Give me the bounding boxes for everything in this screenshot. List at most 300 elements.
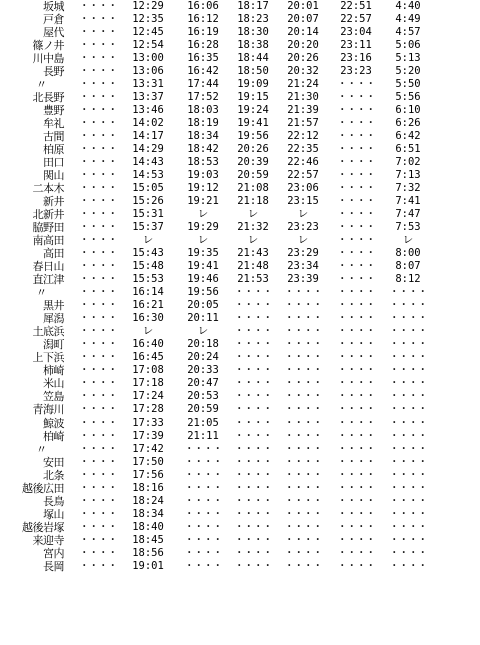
time-cell: 20:47	[187, 377, 219, 390]
time-cell: ・・・・	[234, 286, 272, 299]
time-cell: 21:18	[237, 195, 269, 208]
time-cell: ・・・・	[389, 312, 427, 325]
time-cell: ・・・・	[389, 455, 427, 468]
time-cell: ・・・・	[234, 377, 272, 390]
continuation-mark: 〃	[36, 78, 47, 92]
time-cell: ・・・・	[337, 338, 375, 351]
time-cell: 20:07	[287, 13, 319, 26]
time-cell: 20:14	[287, 26, 319, 39]
station-name: 安田	[43, 455, 64, 469]
time-cell: ・・・・	[79, 156, 117, 169]
timetable-row	[0, 377, 480, 390]
timetable-row	[0, 364, 480, 377]
time-cell: ・・・・	[79, 481, 117, 494]
station-name: 坂城	[43, 0, 64, 13]
time-cell: 17:08	[132, 364, 164, 377]
time-cell: レ	[142, 325, 154, 338]
timetable-row	[0, 78, 480, 91]
station-name: 上下浜	[32, 351, 64, 365]
timetable-row	[0, 221, 480, 234]
time-cell: 22:35	[287, 143, 319, 156]
time-cell: 6:10	[395, 104, 421, 117]
time-cell: 19:56	[237, 130, 269, 143]
time-cell: 17:56	[132, 468, 164, 481]
time-cell: 16:21	[132, 299, 164, 312]
time-cell: ・・・・	[234, 533, 272, 546]
station-name: 関山	[43, 169, 64, 183]
station-name: 柏原	[43, 143, 64, 157]
station-name: 豊野	[43, 104, 64, 118]
time-cell: ・・・・	[337, 130, 375, 143]
time-cell: ・・・・	[79, 455, 117, 468]
time-cell: ・・・・	[337, 416, 375, 429]
time-cell: ・・・・	[389, 351, 427, 364]
time-cell: 16:40	[132, 338, 164, 351]
time-cell: 19:56	[187, 286, 219, 299]
time-cell: ・・・・	[284, 559, 322, 572]
time-cell: ・・・・	[79, 26, 117, 39]
station-name: 篠ノ井	[32, 39, 64, 53]
time-cell: ・・・・	[389, 507, 427, 520]
timetable-row	[0, 273, 480, 286]
time-cell: ・・・・	[389, 403, 427, 416]
time-cell: ・・・・	[389, 390, 427, 403]
time-cell: 12:54	[132, 39, 164, 52]
timetable-row	[0, 325, 480, 338]
time-cell: レ	[247, 234, 259, 247]
time-cell: ・・・・	[337, 234, 375, 247]
time-cell: 23:04	[340, 26, 372, 39]
time-cell: ・・・・	[79, 117, 117, 130]
time-cell: 15:37	[132, 221, 164, 234]
time-cell: ・・・・	[184, 559, 222, 572]
time-cell: ・・・・	[284, 325, 322, 338]
time-cell: 6:26	[395, 117, 421, 130]
station-name: 柏崎	[43, 429, 64, 443]
time-cell: 15:43	[132, 247, 164, 260]
timetable-row	[0, 13, 480, 26]
time-cell: ・・・・	[284, 390, 322, 403]
timetable-row	[0, 247, 480, 260]
time-cell: ・・・・	[337, 325, 375, 338]
time-cell: ・・・・	[337, 156, 375, 169]
time-cell: ・・・・	[79, 234, 117, 247]
timetable-row	[0, 104, 480, 117]
time-cell: 18:17	[237, 0, 269, 12]
timetable-row	[0, 156, 480, 169]
time-cell: ・・・・	[79, 546, 117, 559]
time-cell: 20:33	[187, 364, 219, 377]
time-cell: ・・・・	[337, 260, 375, 273]
time-cell: 20:11	[187, 312, 219, 325]
time-cell: ・・・・	[337, 494, 375, 507]
time-cell: ・・・・	[184, 546, 222, 559]
time-cell: 23:16	[340, 52, 372, 65]
station-name: 犀潟	[43, 312, 64, 326]
time-cell: 13:06	[132, 65, 164, 78]
time-cell: 19:46	[187, 273, 219, 286]
time-cell: 22:57	[340, 13, 372, 26]
time-cell: 20:53	[187, 390, 219, 403]
timetable-row	[0, 234, 480, 247]
time-cell: ・・・・	[234, 416, 272, 429]
time-cell: 16:06	[187, 0, 219, 12]
time-cell: ・・・・	[79, 442, 117, 455]
time-cell: 18:38	[237, 39, 269, 52]
time-cell: ・・・・	[337, 403, 375, 416]
time-cell: 23:29	[287, 247, 319, 260]
time-cell: 20:24	[187, 351, 219, 364]
time-cell: 14:17	[132, 130, 164, 143]
time-cell: 7:02	[395, 156, 421, 169]
time-cell: 17:42	[132, 442, 164, 455]
station-name: 長鳥	[43, 494, 64, 508]
time-cell: ・・・・	[389, 377, 427, 390]
timetable-row	[0, 195, 480, 208]
time-cell: ・・・・	[79, 13, 117, 26]
time-cell: ・・・・	[284, 442, 322, 455]
time-cell: 4:49	[395, 13, 421, 26]
station-name: 塚山	[43, 507, 64, 521]
time-cell: 8:00	[395, 247, 421, 260]
time-cell: 19:01	[132, 559, 164, 572]
time-cell: 12:29	[132, 0, 164, 12]
time-cell: 20:01	[287, 0, 319, 12]
station-name: 土底浜	[32, 325, 64, 339]
time-cell: ・・・・	[284, 312, 322, 325]
time-cell: ・・・・	[79, 65, 117, 78]
time-cell: 13:46	[132, 104, 164, 117]
time-cell: ・・・・	[79, 377, 117, 390]
time-cell: 21:05	[187, 416, 219, 429]
timetable-row	[0, 456, 480, 469]
time-cell: ・・・・	[389, 429, 427, 442]
station-name: 二本木	[32, 182, 64, 196]
time-cell: 18:53	[187, 156, 219, 169]
timetable-row	[0, 312, 480, 325]
time-cell: ・・・・	[79, 494, 117, 507]
station-name: 新井	[43, 195, 64, 209]
time-cell: 18:42	[187, 143, 219, 156]
time-cell: ・・・・	[234, 507, 272, 520]
station-name: 柿崎	[43, 364, 64, 378]
time-cell: 19:21	[187, 195, 219, 208]
time-cell: ・・・・	[79, 364, 117, 377]
timetable-row	[0, 130, 480, 143]
time-cell: ・・・・	[234, 494, 272, 507]
time-cell: ・・・・	[79, 416, 117, 429]
time-cell: 4:57	[395, 26, 421, 39]
station-name: 越後岩塚	[22, 520, 64, 534]
station-name: 田口	[43, 156, 64, 170]
timetable-row	[0, 39, 480, 52]
time-cell: 6:51	[395, 143, 421, 156]
time-cell: 7:13	[395, 169, 421, 182]
timetable-row	[0, 521, 480, 534]
time-cell: 18:56	[132, 546, 164, 559]
time-cell: ・・・・	[284, 416, 322, 429]
timetable-row	[0, 117, 480, 130]
time-cell: ・・・・	[389, 442, 427, 455]
station-name: 屋代	[43, 26, 64, 40]
time-cell: ・・・・	[284, 533, 322, 546]
time-cell: 16:45	[132, 351, 164, 364]
time-cell: ・・・・	[284, 468, 322, 481]
time-cell: 19:03	[187, 169, 219, 182]
time-cell: ・・・・	[79, 312, 117, 325]
time-cell: ・・・・	[389, 416, 427, 429]
time-cell: 17:28	[132, 403, 164, 416]
time-cell: 23:23	[287, 221, 319, 234]
time-cell: ・・・・	[79, 351, 117, 364]
time-cell: 5:50	[395, 78, 421, 91]
time-cell: 18:45	[132, 533, 164, 546]
time-cell: ・・・・	[337, 546, 375, 559]
time-cell: 19:29	[187, 221, 219, 234]
time-cell: レ	[297, 234, 309, 247]
time-cell: ・・・・	[337, 247, 375, 260]
time-cell: 22:51	[340, 0, 372, 12]
time-cell: ・・・・	[79, 208, 117, 221]
time-cell: 16:35	[187, 52, 219, 65]
time-cell: 16:14	[132, 286, 164, 299]
time-cell: 13:31	[132, 78, 164, 91]
time-cell: 18:30	[237, 26, 269, 39]
time-cell: 18:34	[187, 130, 219, 143]
time-cell: ・・・・	[79, 507, 117, 520]
time-cell: ・・・・	[234, 325, 272, 338]
time-cell: 22:46	[287, 156, 319, 169]
time-cell: ・・・・	[234, 403, 272, 416]
time-cell: ・・・・	[284, 429, 322, 442]
timetable-row	[0, 560, 480, 573]
time-cell: ・・・・	[389, 325, 427, 338]
time-cell: ・・・・	[79, 52, 117, 65]
time-cell: 15:05	[132, 182, 164, 195]
time-cell: ・・・・	[184, 481, 222, 494]
time-cell: 17:18	[132, 377, 164, 390]
time-cell: 20:39	[237, 156, 269, 169]
time-cell: ・・・・	[79, 533, 117, 546]
time-cell: 21:57	[287, 117, 319, 130]
timetable-row	[0, 182, 480, 195]
time-cell: 21:53	[237, 273, 269, 286]
time-cell: ・・・・	[284, 299, 322, 312]
timetable-row	[0, 286, 480, 299]
timetable-row	[0, 482, 480, 495]
time-cell: 18:19	[187, 117, 219, 130]
time-cell: ・・・・	[284, 481, 322, 494]
time-cell: ・・・・	[184, 533, 222, 546]
time-cell: ・・・・	[337, 377, 375, 390]
time-cell: 15:48	[132, 260, 164, 273]
time-cell: ・・・・	[337, 390, 375, 403]
time-cell: ・・・・	[337, 351, 375, 364]
time-cell: 7:32	[395, 182, 421, 195]
time-cell: ・・・・	[234, 481, 272, 494]
station-name: 川中島	[32, 52, 64, 66]
time-cell: ・・・・	[337, 286, 375, 299]
time-cell: ・・・・	[79, 273, 117, 286]
time-cell: ・・・・	[337, 117, 375, 130]
station-name: 青海川	[32, 403, 64, 417]
timetable-row	[0, 91, 480, 104]
time-cell: 18:16	[132, 481, 164, 494]
time-cell: ・・・・	[337, 559, 375, 572]
time-cell: 18:40	[132, 520, 164, 533]
time-cell: 17:24	[132, 390, 164, 403]
time-cell: 21:08	[237, 182, 269, 195]
station-name: 宮内	[43, 546, 64, 560]
time-cell: ・・・・	[284, 507, 322, 520]
time-cell: 16:42	[187, 65, 219, 78]
time-cell: ・・・・	[234, 468, 272, 481]
time-cell: ・・・・	[79, 143, 117, 156]
station-name: 春日山	[32, 260, 64, 274]
time-cell: 20:59	[187, 403, 219, 416]
time-cell: ・・・・	[389, 364, 427, 377]
time-cell: 19:12	[187, 182, 219, 195]
time-cell: ・・・・	[337, 312, 375, 325]
timetable-row	[0, 443, 480, 456]
timetable-row	[0, 143, 480, 156]
time-cell: 17:52	[187, 91, 219, 104]
timetable-row	[0, 469, 480, 482]
time-cell: 16:30	[132, 312, 164, 325]
station-name: 戸倉	[43, 13, 64, 27]
time-cell: ・・・・	[79, 169, 117, 182]
time-cell: 19:15	[237, 91, 269, 104]
time-cell: 7:47	[395, 208, 421, 221]
time-cell: ・・・・	[337, 104, 375, 117]
time-cell: ・・・・	[234, 559, 272, 572]
time-cell: ・・・・	[284, 546, 322, 559]
time-cell: ・・・・	[389, 546, 427, 559]
time-cell: 23:06	[287, 182, 319, 195]
time-cell: 21:39	[287, 104, 319, 117]
time-cell: ・・・・	[337, 169, 375, 182]
time-cell: ・・・・	[337, 442, 375, 455]
time-cell: ・・・・	[184, 494, 222, 507]
time-cell: 13:00	[132, 52, 164, 65]
station-name: 牟礼	[43, 117, 64, 131]
timetable-row	[0, 390, 480, 403]
time-cell: ・・・・	[337, 273, 375, 286]
time-cell: ・・・・	[79, 299, 117, 312]
time-cell: 14:53	[132, 169, 164, 182]
time-cell: ・・・・	[284, 286, 322, 299]
time-cell: ・・・・	[79, 221, 117, 234]
time-cell: ・・・・	[337, 221, 375, 234]
time-cell: ・・・・	[234, 390, 272, 403]
time-cell: ・・・・	[337, 299, 375, 312]
time-cell: 19:24	[237, 104, 269, 117]
time-cell: 7:53	[395, 221, 421, 234]
timetable-row	[0, 299, 480, 312]
station-name: 来迎寺	[32, 533, 64, 547]
timetable-row	[0, 534, 480, 547]
time-cell: 21:48	[237, 260, 269, 273]
time-cell: 17:50	[132, 455, 164, 468]
time-cell: ・・・・	[234, 351, 272, 364]
time-cell: ・・・・	[389, 494, 427, 507]
station-name: 黒井	[43, 299, 64, 313]
station-name: 長野	[43, 65, 64, 79]
timetable-row	[0, 52, 480, 65]
time-cell: ・・・・	[184, 507, 222, 520]
time-cell: ・・・・	[284, 377, 322, 390]
timetable-row	[0, 26, 480, 39]
time-cell: ・・・・	[337, 182, 375, 195]
time-cell: ・・・・	[337, 520, 375, 533]
time-cell: ・・・・	[284, 364, 322, 377]
time-cell: 17:44	[187, 78, 219, 91]
station-name: 長岡	[43, 559, 64, 573]
time-cell: ・・・・	[284, 351, 322, 364]
time-cell: ・・・・	[337, 195, 375, 208]
time-cell: ・・・・	[389, 338, 427, 351]
continuation-mark: 〃	[36, 286, 47, 300]
time-cell: 4:40	[395, 0, 421, 12]
time-cell: ・・・・	[234, 364, 272, 377]
time-cell: 20:20	[287, 39, 319, 52]
time-cell: レ	[197, 325, 209, 338]
time-cell: ・・・・	[337, 455, 375, 468]
time-cell: ・・・・	[79, 325, 117, 338]
time-cell: ・・・・	[234, 520, 272, 533]
station-name: 北新井	[32, 208, 64, 222]
time-cell: ・・・・	[79, 182, 117, 195]
time-cell: ・・・・	[337, 364, 375, 377]
time-cell: 23:11	[340, 39, 372, 52]
time-cell: レ	[402, 234, 414, 247]
time-cell: ・・・・	[284, 494, 322, 507]
time-cell: ・・・・	[79, 338, 117, 351]
station-name: 高田	[43, 247, 64, 261]
time-cell: 21:24	[287, 78, 319, 91]
time-cell: 5:56	[395, 91, 421, 104]
time-cell: ・・・・	[284, 520, 322, 533]
time-cell: 12:35	[132, 13, 164, 26]
time-cell: 15:26	[132, 195, 164, 208]
time-cell: 18:34	[132, 507, 164, 520]
time-cell: 6:42	[395, 130, 421, 143]
time-cell: 21:43	[237, 247, 269, 260]
time-cell: 15:31	[132, 208, 164, 221]
time-cell: ・・・・	[184, 455, 222, 468]
timetable-row	[0, 403, 480, 416]
station-name: 越後広田	[22, 481, 64, 495]
time-cell: ・・・・	[284, 403, 322, 416]
time-cell: ・・・・	[79, 91, 117, 104]
time-cell: ・・・・	[234, 429, 272, 442]
time-cell: 13:37	[132, 91, 164, 104]
time-cell: 19:41	[187, 260, 219, 273]
time-cell: 14:29	[132, 143, 164, 156]
time-cell: 5:06	[395, 39, 421, 52]
time-cell: 23:15	[287, 195, 319, 208]
time-cell: 17:39	[132, 429, 164, 442]
time-cell: 14:43	[132, 156, 164, 169]
time-cell: ・・・・	[79, 247, 117, 260]
time-cell: 20:59	[237, 169, 269, 182]
timetable-row	[0, 65, 480, 78]
timetable-row	[0, 208, 480, 221]
time-cell: 20:32	[287, 65, 319, 78]
time-cell: 15:53	[132, 273, 164, 286]
time-cell: 19:41	[237, 117, 269, 130]
continuation-mark: 〃	[36, 442, 47, 456]
